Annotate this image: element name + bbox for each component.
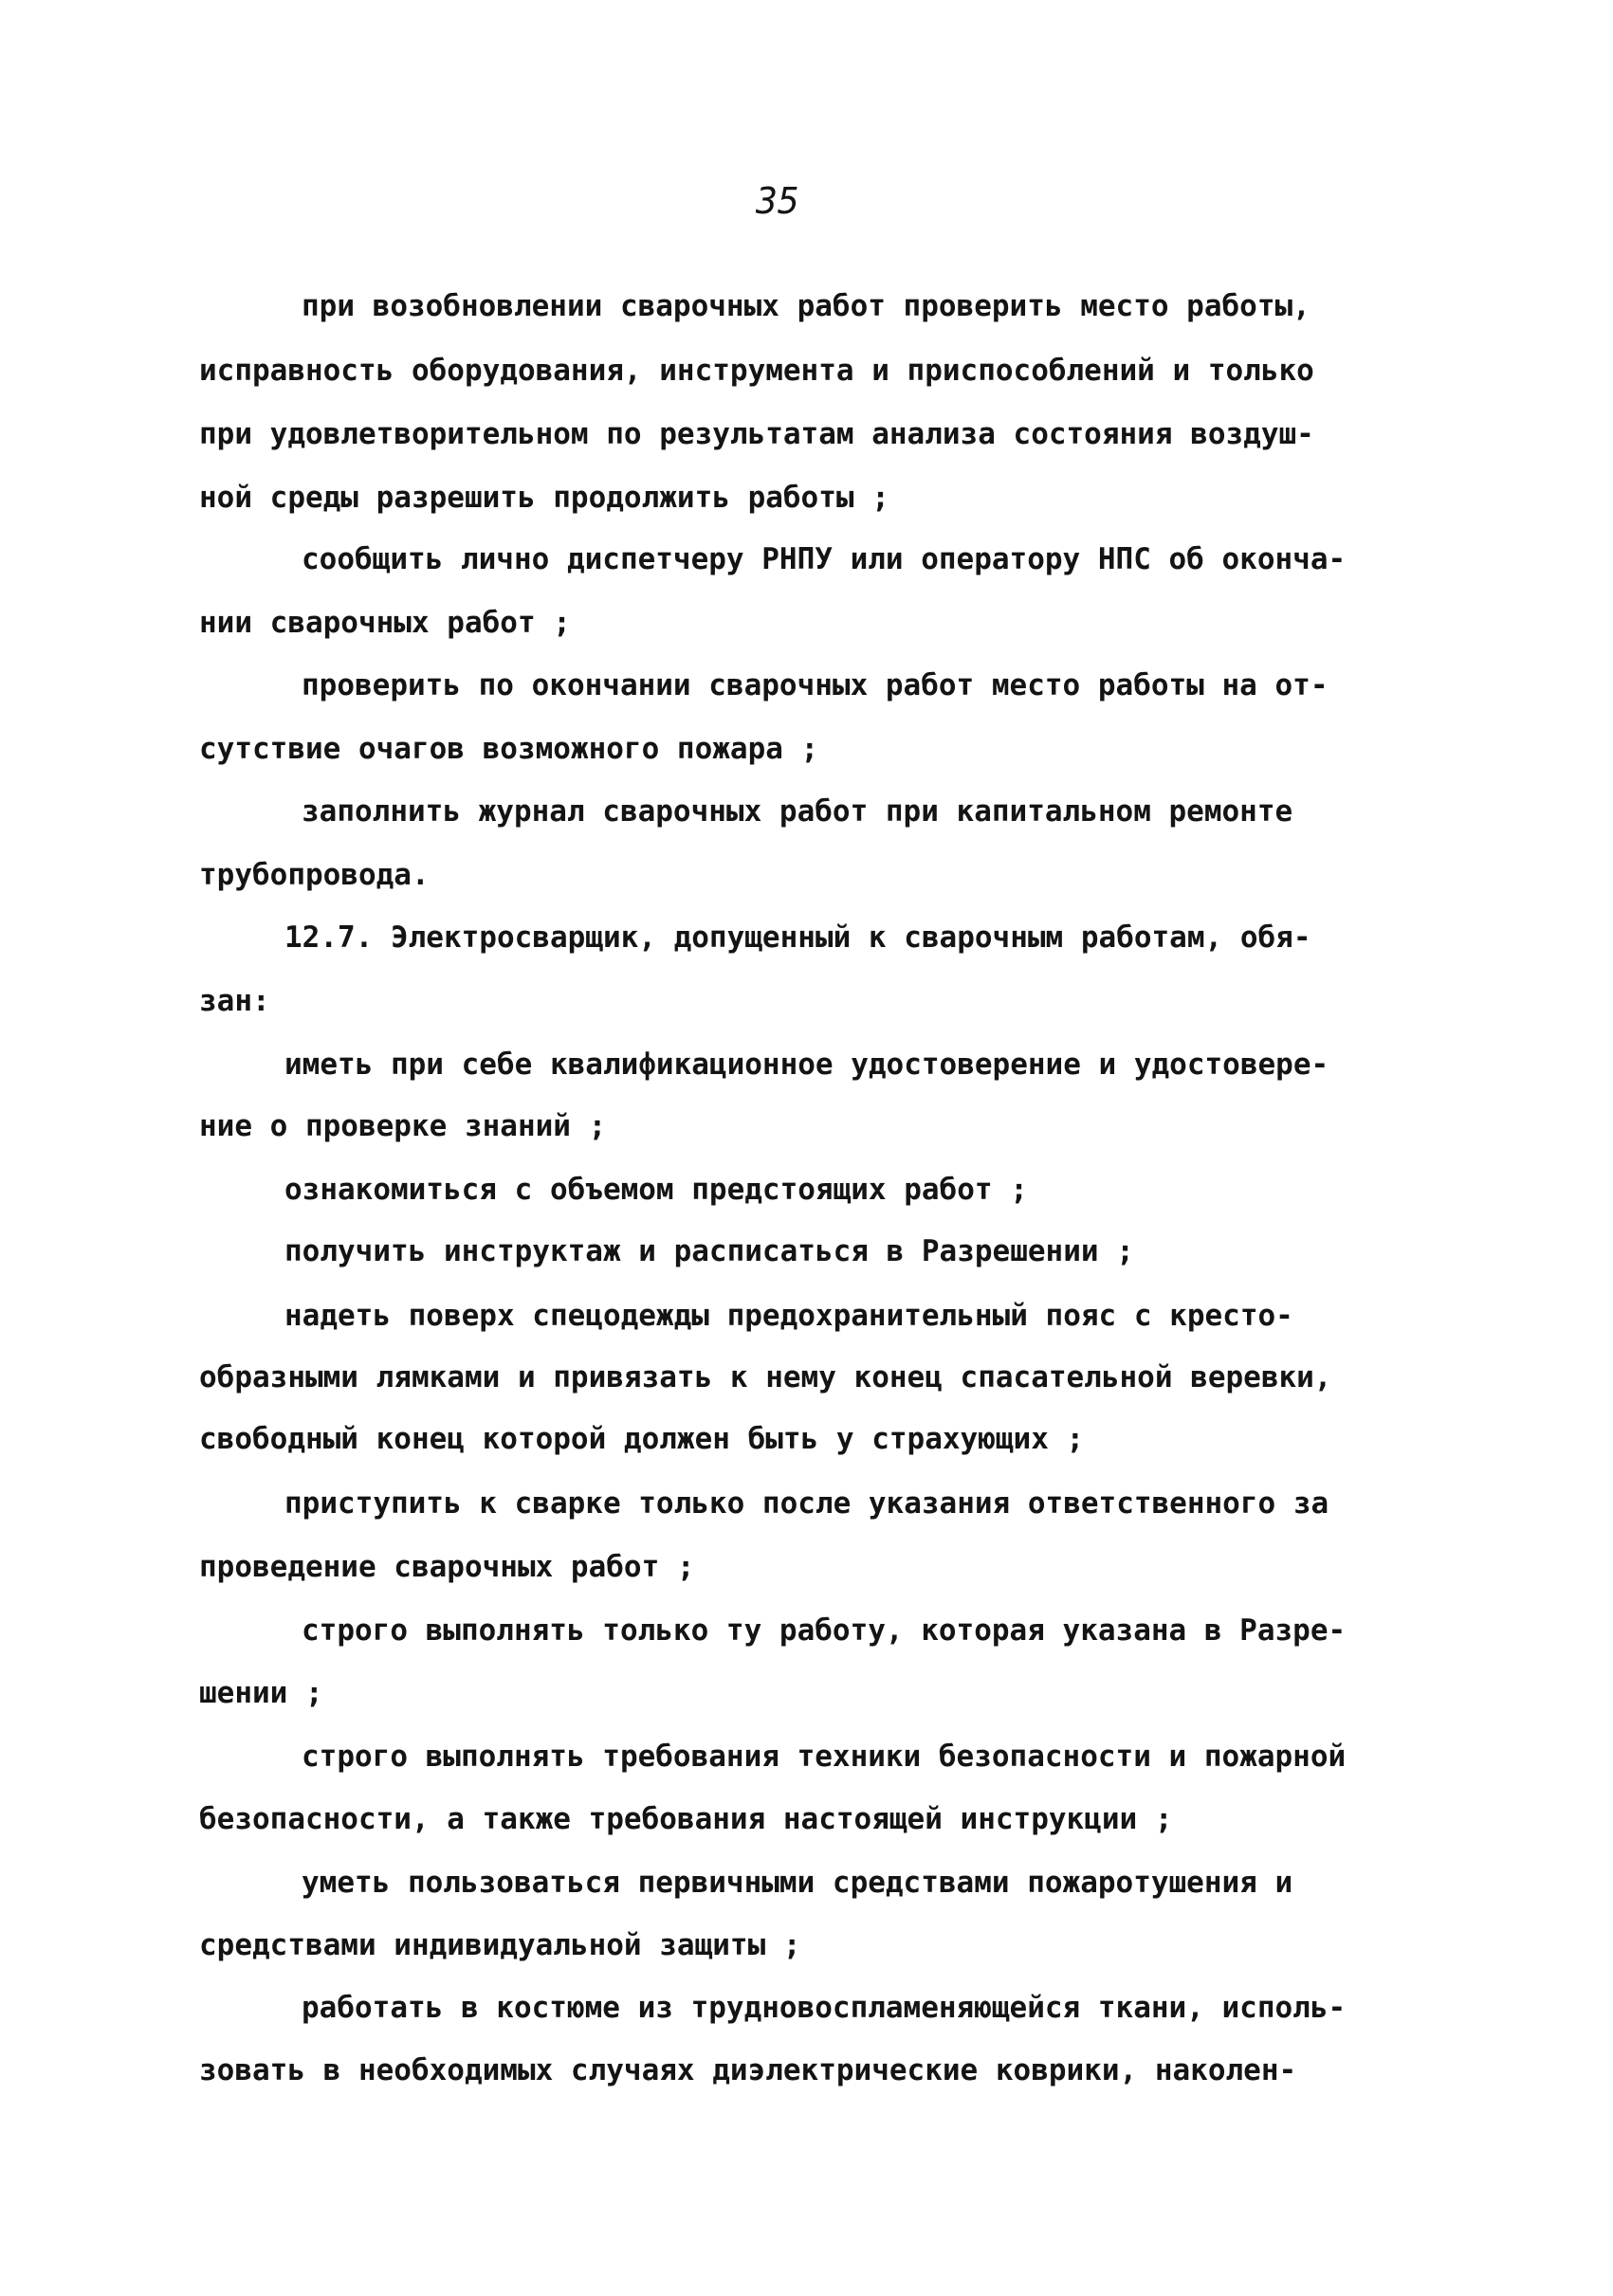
text-line: получить инструктаж и расписаться в Разрешении ; [284,1234,1134,1268]
text-line: средствами индивидуальной защиты ; [199,1928,801,1962]
text-line: надеть поверх спецодежды предохранительный пояс с кресто- [284,1299,1293,1333]
text-line: 12.7. Электросварщик, допущенный к сварочным работам, обя- [284,920,1311,955]
text-line: ние о проверке знаний ; [199,1109,607,1143]
text-line: при возобновлении сварочных работ проверить место работы, [302,289,1311,323]
text-line: безопасности, а также требования настоящей инструкции ; [199,1802,1173,1836]
text-line: иметь при себе квалификационное удостоверение и удостовере- [284,1048,1329,1082]
text-line: зовать в необходимых случаях диэлектрические коврики, наколен- [199,2053,1297,2087]
text-line: сутствие очагов возможного пожара ; [199,732,819,766]
text-line: ной среды разрешить продолжить работы ; [199,481,889,515]
text-line: ознакомиться с объемом предстоящих работ ; [284,1173,1028,1207]
text-line: свободный конец которой должен быть у страхующих ; [199,1422,1085,1456]
text-line: трубопровода. [199,858,430,892]
text-line: нии сварочных работ ; [199,606,571,640]
text-line: проверить по окончании сварочных работ место работы на от- [302,668,1329,702]
text-line: работать в костюме из трудновоспламеняющейся ткани, исполь- [302,1991,1347,2025]
text-line: шении ; [199,1676,323,1710]
text-line: строго выполнять только ту работу, которая указана в Разре- [302,1613,1347,1648]
page-number: 35 [756,180,799,222]
text-line: уметь пользоваться первичными средствами пожаротушения и [302,1866,1293,1900]
text-line: сообщить лично диспетчеру РНПУ или оператору НПС об оконча- [302,542,1347,576]
text-line: образными лямками и привязать к нему конец спасательной веревки, [199,1360,1332,1394]
text-line: зан: [199,984,270,1018]
text-line: заполнить журнал сварочных работ при капитальном ремонте [302,794,1293,829]
text-line: строго выполнять требования техники безопасности и пожарной [302,1740,1347,1774]
text-line: при удовлетворительном по результатам анализа состояния воздуш- [199,417,1314,451]
text-line: исправность оборудования, инструмента и приспособлений и только [199,354,1314,388]
text-line: проведение сварочных работ ; [199,1550,695,1584]
text-line: приступить к сварке только после указания ответственного за [284,1486,1329,1521]
